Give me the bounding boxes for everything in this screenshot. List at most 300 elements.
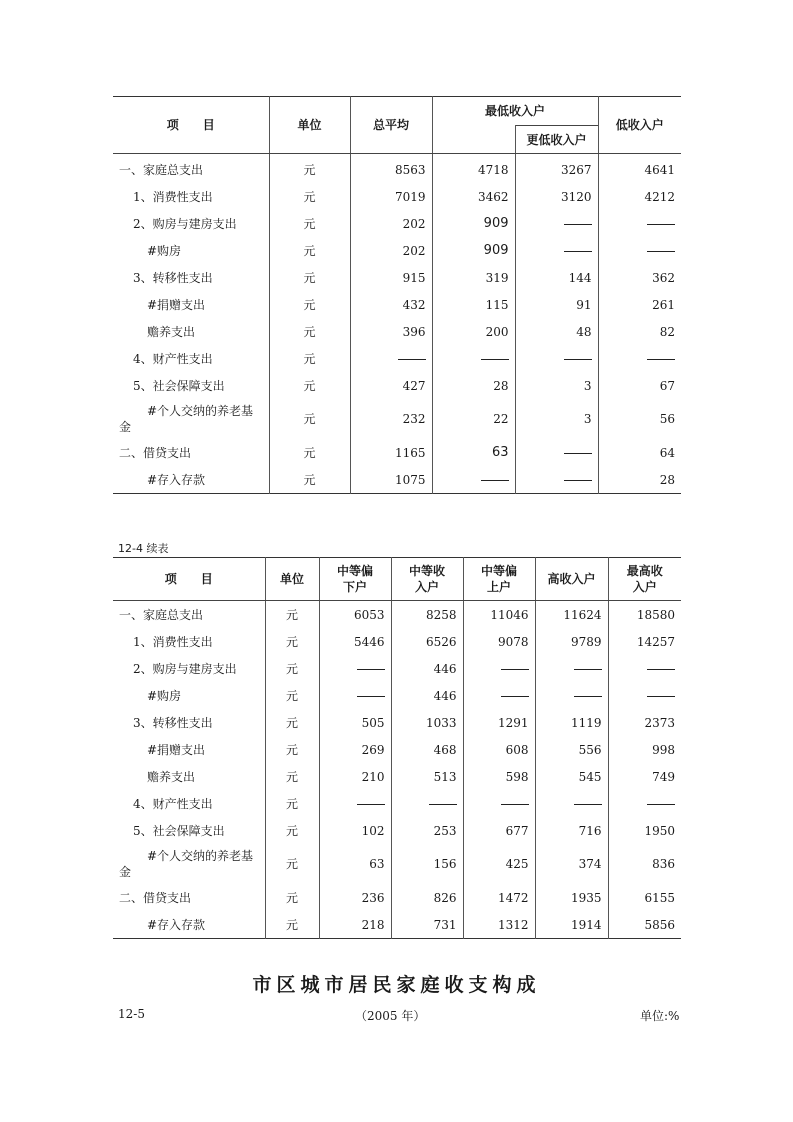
cell-low [598,237,681,264]
cell-c4 [535,682,608,709]
table-row [113,884,681,911]
row-unit: 元 [265,709,319,736]
cell-value: 749 [652,769,675,784]
cell-low [598,466,681,494]
empty-dash [481,480,509,481]
cell-value: 28 [659,472,676,487]
cell-lowest_sub [515,372,598,399]
cell-lowest [432,291,515,318]
row-item-label: #捐赠支出 [113,291,269,318]
year-label: （2005 年） [355,1009,426,1023]
cell-value: 202 [402,216,426,231]
row-item-label: 3、转移性支出 [113,264,269,291]
table-row [113,183,681,210]
cell-value: 156 [433,857,457,871]
cell-lowest [432,154,515,184]
row-item-label: 赡养支出 [113,318,269,345]
header-lower-income: 更低收入户 [515,126,598,154]
cell-value: 1033 [425,715,457,730]
cell-value: 1935 [570,890,602,905]
cell-lowest [432,210,515,237]
table-row [113,763,681,790]
row-unit: 元 [265,790,319,817]
cell-c4 [535,911,608,939]
cell-c1 [319,790,391,817]
cell-value: 11046 [490,607,529,622]
table-row [113,291,681,318]
table-row [113,817,681,844]
empty-dash [357,669,385,670]
cell-c2 [391,655,463,682]
cell-value: 998 [652,742,675,757]
table-row [113,628,681,655]
cell-value: 545 [578,769,602,784]
cell-c2 [391,844,463,884]
table-number: 12-5 [118,1007,145,1021]
cell-value: 598 [505,769,529,784]
cell-value: 218 [361,917,385,932]
cell-lowest_sub [515,466,598,494]
row-unit: 元 [269,372,350,399]
cell-lowest_sub [515,345,598,372]
header-lowest-income: 最低收入户 [432,97,598,126]
expenditure-table-1 [113,96,681,494]
cell-c1 [319,709,391,736]
row-unit: 元 [269,183,350,210]
row-unit: 元 [265,884,319,911]
cell-lowest [432,264,515,291]
table-row [113,466,681,494]
cell-avg [350,345,432,372]
empty-dash [647,669,675,670]
cell-avg [350,210,432,237]
row-item-label: #购房 [113,237,269,264]
cell-lowest [432,237,515,264]
cell-c2 [391,682,463,709]
empty-dash [647,804,675,805]
cell-value: 3462 [477,189,509,204]
row-item-label: 2、购房与建房支出 [113,655,265,682]
empty-dash [574,804,602,805]
table-row [113,439,681,466]
cell-value: 144 [568,270,592,285]
cell-lowest [432,372,515,399]
cell-value: 9078 [497,634,529,649]
row-unit: 元 [269,318,350,345]
cell-value: 836 [652,857,675,871]
cell-low [598,318,681,345]
cell-value: 556 [578,742,602,757]
cell-c4 [535,817,608,844]
row-unit: 元 [269,399,350,439]
cell-c3 [463,628,535,655]
header-item: 项 目 [113,97,269,154]
header-upper-middle: 中等偏上户 [463,558,535,601]
cell-value: 7019 [394,189,426,204]
table-row [113,844,681,884]
cell-value: 362 [652,270,676,285]
table-row [113,237,681,264]
cell-lowest_sub [515,399,598,439]
row-item-label: #存入存款 [113,911,265,939]
cell-value: 1472 [497,890,529,905]
row-item-label-line1: #个人交纳的养老基 [147,404,254,418]
cell-c1 [319,911,391,939]
expenditure-table-2 [113,557,681,939]
cell-value: 5446 [353,634,385,649]
row-unit: 元 [265,763,319,790]
cell-value: 1914 [570,917,602,932]
cell-value: 64 [659,445,676,460]
cell-c5 [608,884,681,911]
unit-label: 单位:% [640,1009,680,1023]
empty-dash [564,453,592,454]
cell-low [598,291,681,318]
table2-caption: 12-4 续表 [118,542,169,555]
cell-value: 261 [652,297,676,312]
cell-value: 11624 [563,607,602,622]
empty-dash [429,804,457,805]
cell-value: 3 [583,378,592,393]
header-unit: 单位 [269,97,350,154]
cell-value: 5856 [644,917,675,932]
row-item-label: 赡养支出 [113,763,265,790]
cell-value: 91 [576,297,592,312]
empty-dash [501,669,529,670]
cell-avg [350,466,432,494]
cell-low [598,439,681,466]
cell-value: 1119 [570,715,602,730]
cell-c1 [319,844,391,884]
table-row [113,345,681,372]
cell-value: 67 [659,378,676,393]
cell-c1 [319,601,391,629]
empty-dash [357,804,385,805]
row-item-label: 3、转移性支出 [113,709,265,736]
row-unit: 元 [265,736,319,763]
cell-value: 909 [483,216,509,231]
header-unit: 单位 [265,558,319,601]
cell-c1 [319,682,391,709]
header-low-income: 低收入户 [598,97,681,154]
cell-c3 [463,844,535,884]
cell-avg [350,372,432,399]
cell-c3 [463,601,535,629]
row-unit: 元 [269,264,350,291]
cell-value: 2373 [644,715,675,730]
header-high: 高收入户 [535,558,608,601]
cell-value: 909 [483,243,509,258]
cell-lowest_sub [515,154,598,184]
section-title: 市区城市居民家庭收支构成 [252,974,541,996]
cell-value: 102 [361,823,385,838]
row-unit: 元 [269,345,350,372]
cell-avg [350,291,432,318]
cell-value: 513 [433,769,457,784]
table-row [113,790,681,817]
cell-c1 [319,628,391,655]
header-lowest-blank [432,126,515,154]
cell-lowest [432,439,515,466]
cell-value: 427 [402,378,426,393]
table-row [113,372,681,399]
cell-value: 253 [433,823,457,838]
cell-value: 48 [576,324,592,339]
cell-value: 63 [491,445,509,460]
cell-value: 374 [578,857,602,871]
header-lower-middle: 中等偏下户 [319,558,391,601]
cell-c3 [463,763,535,790]
row-unit: 元 [269,466,350,494]
cell-low [598,210,681,237]
cell-value: 200 [485,324,509,339]
cell-value: 425 [505,857,529,871]
cell-value: 505 [361,715,385,730]
table-row [113,736,681,763]
cell-c5 [608,844,681,884]
row-item-label: 4、财产性支出 [113,790,265,817]
cell-avg [350,264,432,291]
cell-value: 63 [369,857,385,871]
row-item-label: 一、家庭总支出 [113,154,269,184]
cell-value: 9789 [570,634,602,649]
cell-value: 4718 [477,162,509,177]
cell-value: 731 [433,917,457,932]
cell-value: 269 [361,742,385,757]
header-middle: 中等收入户 [391,558,463,601]
cell-c2 [391,601,463,629]
cell-value: 1312 [497,917,529,932]
cell-value: 396 [402,324,426,339]
cell-c3 [463,790,535,817]
row-item-label: 4、财产性支出 [113,345,269,372]
row-unit: 元 [269,237,350,264]
cell-c1 [319,655,391,682]
cell-c2 [391,817,463,844]
row-unit: 元 [265,682,319,709]
cell-c5 [608,682,681,709]
cell-value: 446 [433,661,457,676]
table-row [113,210,681,237]
row-unit: 元 [265,844,319,884]
cell-lowest [432,183,515,210]
row-item-label [113,399,269,439]
cell-value: 1950 [644,823,675,838]
row-unit: 元 [269,291,350,318]
row-item-label: 一、家庭总支出 [113,601,265,629]
row-item-label-line2: 金 [119,420,132,434]
cell-avg [350,399,432,439]
row-item-label-line1: #个人交纳的养老基 [147,849,254,863]
cell-value: 3120 [560,189,592,204]
table-row [113,154,681,184]
cell-c2 [391,709,463,736]
row-unit: 元 [265,817,319,844]
cell-value: 1291 [497,715,529,730]
cell-value: 28 [493,378,509,393]
table-row [113,264,681,291]
row-unit: 元 [265,601,319,629]
row-item-label: #存入存款 [113,466,269,494]
cell-value: 14257 [636,634,675,649]
row-item-label: 5、社会保障支出 [113,817,265,844]
cell-c5 [608,628,681,655]
cell-lowest [432,399,515,439]
empty-dash [647,696,675,697]
table-row [113,601,681,629]
row-item-label: 5、社会保障支出 [113,372,269,399]
table-row [113,682,681,709]
cell-c5 [608,763,681,790]
cell-c2 [391,736,463,763]
cell-c4 [535,844,608,884]
cell-low [598,345,681,372]
row-item-label: #捐赠支出 [113,736,265,763]
cell-value: 202 [402,243,426,258]
cell-c1 [319,817,391,844]
cell-c5 [608,601,681,629]
row-item-label: 二、借贷支出 [113,884,265,911]
cell-lowest_sub [515,439,598,466]
cell-c2 [391,884,463,911]
cell-c3 [463,709,535,736]
cell-value: 1075 [394,472,426,487]
cell-value: 232 [402,412,426,426]
cell-lowest [432,318,515,345]
cell-c3 [463,817,535,844]
table-row [113,709,681,736]
cell-value: 236 [361,890,385,905]
cell-low [598,372,681,399]
cell-lowest_sub [515,264,598,291]
cell-c3 [463,884,535,911]
cell-c2 [391,790,463,817]
cell-value: 716 [578,823,602,838]
cell-lowest_sub [515,291,598,318]
cell-avg [350,439,432,466]
cell-value: 446 [433,688,457,703]
cell-value: 319 [485,270,509,285]
cell-value: 432 [402,297,426,312]
cell-c3 [463,682,535,709]
empty-dash [564,359,592,360]
table-row [113,911,681,939]
cell-lowest [432,345,515,372]
cell-value: 677 [505,823,529,838]
table-row [113,399,681,439]
cell-c1 [319,763,391,790]
cell-value: 468 [433,742,457,757]
empty-dash [398,359,426,360]
cell-c4 [535,709,608,736]
cell-c4 [535,763,608,790]
header-average: 总平均 [350,97,432,154]
empty-dash [564,224,592,225]
cell-low [598,154,681,184]
cell-c5 [608,911,681,939]
row-unit: 元 [269,439,350,466]
cell-value: 826 [433,890,457,905]
cell-lowest_sub [515,318,598,345]
cell-c4 [535,655,608,682]
cell-c2 [391,911,463,939]
cell-value: 8563 [394,162,426,177]
cell-c5 [608,790,681,817]
cell-lowest_sub [515,210,598,237]
cell-c5 [608,655,681,682]
cell-c4 [535,601,608,629]
cell-value: 6155 [644,890,675,905]
cell-c4 [535,736,608,763]
cell-value: 82 [659,324,676,339]
cell-c4 [535,884,608,911]
cell-lowest_sub [515,183,598,210]
empty-dash [564,251,592,252]
empty-dash [647,359,675,360]
cell-value: 608 [505,742,529,757]
cell-value: 3267 [560,162,592,177]
empty-dash [574,669,602,670]
cell-c2 [391,628,463,655]
empty-dash [647,251,675,252]
cell-c4 [535,790,608,817]
row-item-label [113,844,265,884]
cell-low [598,183,681,210]
cell-value: 915 [402,270,426,285]
cell-value: 4212 [644,189,676,204]
row-unit: 元 [269,210,350,237]
cell-avg [350,318,432,345]
cell-c4 [535,628,608,655]
cell-value: 18580 [636,607,675,622]
row-unit: 元 [269,154,350,184]
cell-avg [350,237,432,264]
cell-c5 [608,736,681,763]
row-item-label-line2: 金 [119,865,132,879]
cell-c3 [463,736,535,763]
row-item-label: 二、借贷支出 [113,439,269,466]
empty-dash [647,224,675,225]
cell-c5 [608,817,681,844]
empty-dash [501,804,529,805]
empty-dash [564,480,592,481]
cell-avg [350,154,432,184]
cell-value: 6526 [425,634,457,649]
cell-c2 [391,763,463,790]
cell-value: 8258 [425,607,457,622]
cell-value: 115 [485,297,509,312]
cell-value: 210 [361,769,385,784]
row-unit: 元 [265,911,319,939]
row-item-label: 1、消费性支出 [113,183,269,210]
cell-c3 [463,911,535,939]
cell-value: 56 [659,412,676,426]
cell-c1 [319,736,391,763]
row-item-label: 1、消费性支出 [113,628,265,655]
cell-low [598,264,681,291]
cell-lowest_sub [515,237,598,264]
table-row [113,318,681,345]
cell-value: 6053 [353,607,385,622]
cell-value: 22 [493,412,509,426]
cell-c5 [608,709,681,736]
empty-dash [574,696,602,697]
row-item-label: 2、购房与建房支出 [113,210,269,237]
row-item-label: #购房 [113,682,265,709]
row-unit: 元 [265,628,319,655]
cell-value: 4641 [644,162,676,177]
header-highest: 最高收入户 [608,558,681,601]
